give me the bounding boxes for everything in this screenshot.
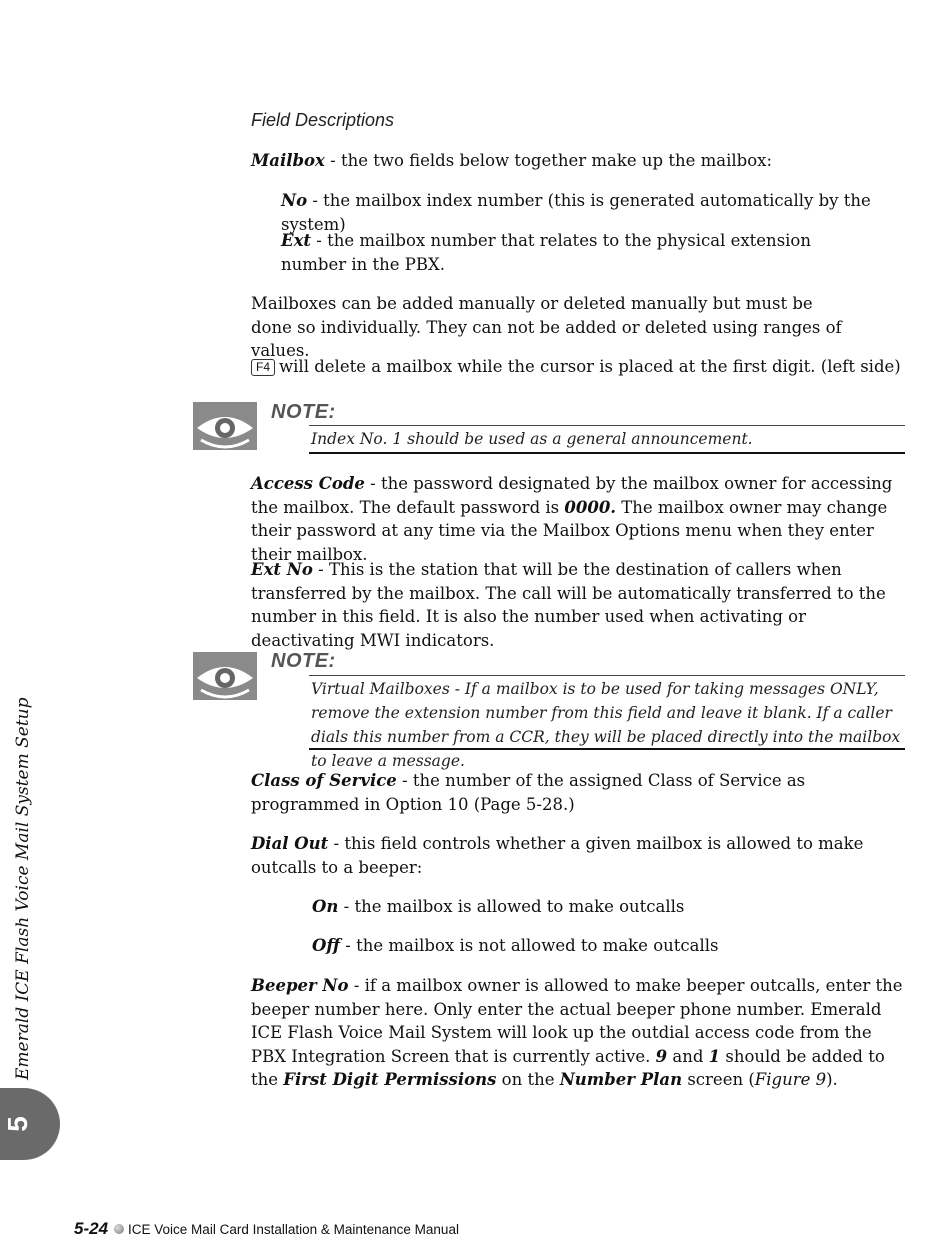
first-digit-permissions: First Digit Permissions bbox=[283, 1070, 497, 1089]
mailbox-description bbox=[251, 149, 911, 173]
manual-title: ICE Voice Mail Card Installation & Maintenance Manual bbox=[128, 1222, 459, 1237]
note2-top-rule bbox=[309, 675, 905, 676]
page-number: 5-24 bbox=[74, 1219, 109, 1238]
ext-description bbox=[281, 229, 881, 276]
f4-text: will delete a mailbox while the cursor is placed at the first digit. (left side) bbox=[279, 357, 901, 376]
access-code-text2: The mailbox owner may change their password at any time via the Mailbox Options menu when they enter their mailbox. bbox=[251, 497, 888, 564]
beeper-no-text1: - if a mailbox owner is allowed to make beeper outcalls, enter the beeper number here. Only enter the actual beeper phone number. Emerald ICE Flash Voice Mail System will look up the outdial access code from the PBX Integration Screen that is currently active. bbox=[251, 976, 903, 1066]
and-text: and bbox=[667, 1046, 709, 1066]
chapter-number: 5 bbox=[1, 1116, 33, 1132]
dial-out-text: - this field controls whether a given mailbox is allowed to make outcalls to a beeper: bbox=[251, 834, 864, 877]
ext-no-description bbox=[251, 558, 901, 652]
note1-title: NOTE: bbox=[271, 401, 336, 423]
dial-out-term: Dial Out bbox=[251, 834, 329, 853]
number-plan: Number Plan bbox=[559, 1070, 683, 1089]
class-of-service-term: Class of Service bbox=[251, 771, 397, 790]
access-code-description bbox=[251, 472, 911, 566]
ext-term: Ext bbox=[281, 231, 312, 250]
access-code-text1: - the password designated by the mailbox owner for accessing the mailbox. The default password is bbox=[251, 474, 893, 517]
note2-title: NOTE: bbox=[271, 650, 336, 672]
off-term: Off bbox=[312, 936, 341, 955]
eye-note-icon bbox=[193, 652, 257, 700]
beeper-no-description bbox=[251, 974, 903, 1092]
close-text: ). bbox=[826, 1070, 838, 1089]
beeper-no-term: Beeper No bbox=[251, 976, 349, 995]
f4-description bbox=[251, 355, 911, 379]
f4-key: F4 bbox=[251, 359, 275, 376]
chapter-tab bbox=[0, 1088, 60, 1160]
default-password-value: 0000. bbox=[564, 497, 617, 517]
note2-text: Virtual Mailboxes - If a mailbox is to be used for taking messages ONLY, remove the extension number from this field and leave it blank. If a caller dials this number from a CCR, they will be placed directly into the mailbox to leave a message. bbox=[311, 680, 901, 770]
class-of-service-description bbox=[251, 769, 891, 816]
ext-text: - the mailbox number that relates to the physical extension number in the PBX. bbox=[281, 231, 811, 274]
mailbox-term: Mailbox bbox=[251, 151, 325, 170]
mailbox-text: - the two fields below together make up the mailbox: bbox=[324, 151, 773, 170]
note1-top-rule bbox=[309, 425, 905, 426]
dial-out-description bbox=[251, 832, 911, 879]
class-of-service-text: - the number of the assigned Class of Service as programmed in Option 10 (Page 5-28.) bbox=[251, 771, 806, 814]
section-heading: Field Descriptions bbox=[251, 110, 395, 130]
no-term: No bbox=[281, 191, 308, 210]
ext-no-text: - This is the station that will be the destination of callers when transferred by the mailbox. The call will be automatically transferred to the number in this field. It is also the number used when activating or deactivating MWI indicators. bbox=[251, 560, 886, 650]
ext-no-term: Ext No bbox=[251, 560, 313, 579]
bullet-icon bbox=[114, 1224, 124, 1234]
side-chapter-label: Emerald ICE Flash Voice Mail System Setup bbox=[13, 697, 33, 1080]
on-term: On bbox=[312, 897, 339, 916]
on-description bbox=[312, 895, 912, 919]
digit-one: 1 bbox=[708, 1046, 721, 1066]
no-text: - the mailbox index number (this is generated automatically by the system) bbox=[281, 191, 871, 234]
access-code-term: Access Code bbox=[251, 474, 365, 493]
digit-nine: 9 bbox=[655, 1046, 668, 1066]
note2-bottom-rule bbox=[309, 748, 905, 750]
screen-text: screen ( bbox=[682, 1070, 755, 1089]
figure-reference: Figure 9 bbox=[754, 1070, 827, 1089]
mailboxes-paragraph: Mailboxes can be added manually or deleted manually but must be done so individually. They can not be added or deleted using ranges of values. bbox=[251, 294, 842, 360]
note1-bottom-rule bbox=[309, 452, 905, 454]
beeper-no-text2: should be added to the bbox=[251, 1046, 885, 1089]
on-the-text: on the bbox=[496, 1070, 560, 1089]
note1-text: Index No. 1 should be used as a general announcement. bbox=[311, 430, 753, 448]
off-description bbox=[312, 934, 912, 958]
eye-note-icon bbox=[193, 402, 257, 450]
off-text: - the mailbox is not allowed to make outcalls bbox=[340, 936, 719, 955]
on-text: - the mailbox is allowed to make outcalls bbox=[338, 897, 685, 916]
page-footer bbox=[74, 1219, 459, 1239]
